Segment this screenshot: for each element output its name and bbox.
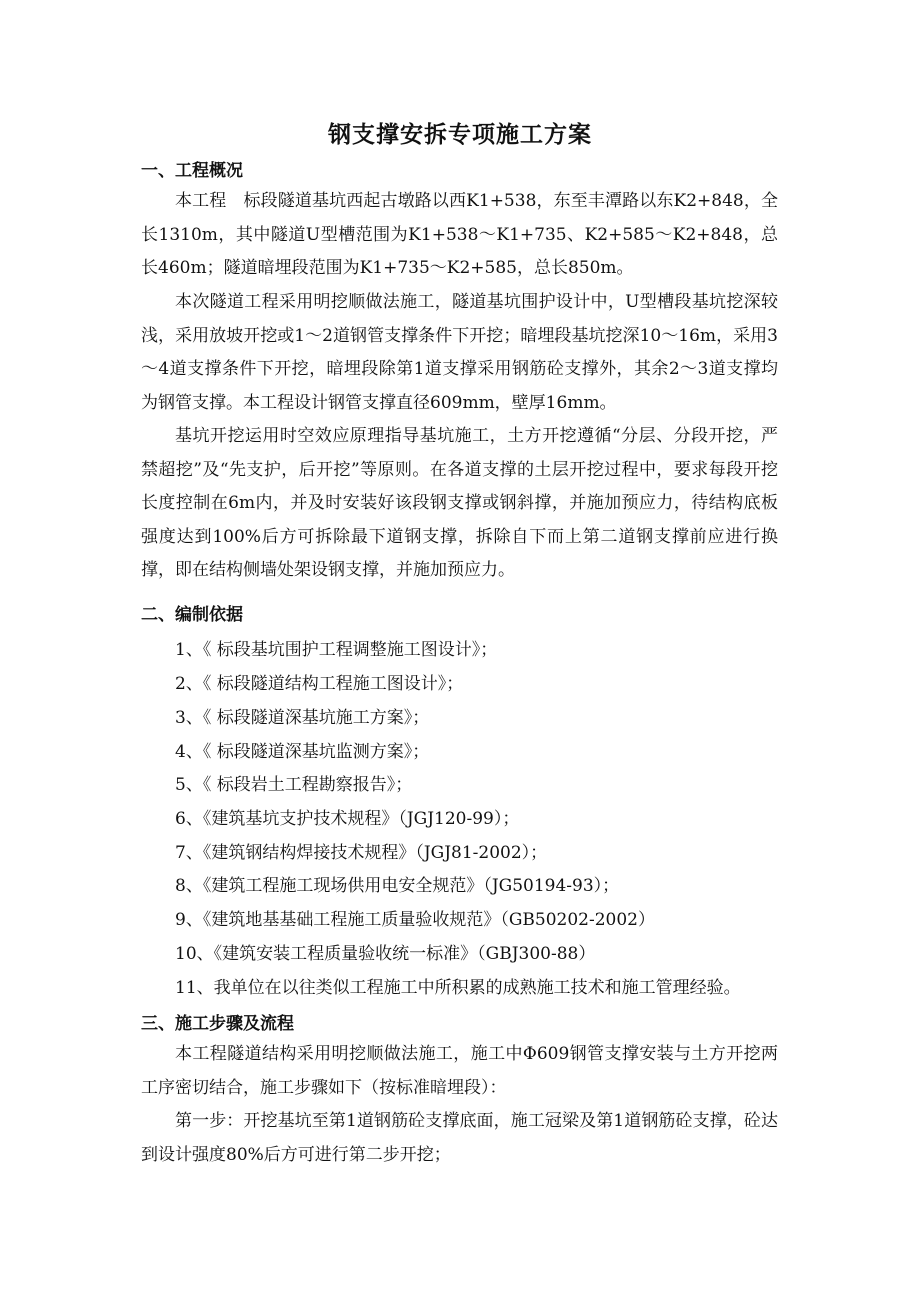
basis-item: 11、我单位在以往类似工程施工中所积累的成熟施工技术和施工管理经验。 [175,978,741,998]
basis-item: 1、《 标段基坑围护工程调整施工图设计》； [175,640,498,660]
section-heading-overview: 一、工程概况 [141,161,243,181]
basis-item: 3、《 标段隧道深基坑施工方案》； [175,708,430,728]
document-title: 钢支撑安拆专项施工方案 [328,121,592,148]
basis-item: 6、《建筑基坑支护技术规程》（JGJ120-99）； [175,809,520,829]
paragraph-overview-3: 基坑开挖运用时空效应原理指导基坑施工，土方开挖遵循“分层、分段开挖，严禁超挖”及“先支护，后开挖”等原则。在各道支撑的土层开挖过程中，要求每段开挖长度控制在6m内，并及时安装好该段钢支撑或钢斜撑，并施加预应力，待结构底板强度达到100%后方可拆除最下道钢支撑，拆除自下而上第二道钢支撑前应进行换撑，即在结构侧墙处架设钢支撑，并施加预应力。 [141,426,778,581]
paragraph-overview-1: 本工程 标段隧道基坑西起古墩路以西K1+538，东至丰潭路以东K2+848，全长1310m，其中隧道U型槽范围为K1+538～K1+735、K2+585～K2+848，总长460m；隧道暗埋段范围为K1+735～K2+585，总长850m。 [141,191,778,279]
basis-item: 8、《建筑工程施工现场供用电安全规范》（JG50194-93）； [175,876,620,896]
paragraph-steps-2: 第一步：开挖基坑至第1道钢筋砼支撑底面，施工冠梁及第1道钢筋砼支撑，砼达到设计强度80%后方可进行第二步开挖； [141,1111,778,1165]
section-heading-basis: 二、编制依据 [141,605,243,625]
paragraph-steps-1: 本工程隧道结构采用明挖顺做法施工，施工中Φ609钢管支撑安装与土方开挖两工序密切结合，施工步骤如下（按标准暗埋段）： [141,1044,778,1098]
section-heading-steps: 三、施工步骤及流程 [141,1014,294,1034]
basis-item: 10、《建筑安装工程质量验收统一标准》（GBJ300-88） [175,944,596,964]
basis-item: 4、《 标段隧道深基坑监测方案》； [175,742,430,762]
basis-item: 9、《建筑地基基础工程施工质量验收规范》（GB50202-2002） [175,910,655,930]
basis-item: 2、《 标段隧道结构工程施工图设计》； [175,674,464,694]
paragraph-overview-2: 本次隧道工程采用明挖顺做法施工，隧道基坑围护设计中，U型槽段基坑挖深较浅，采用放坡开挖或1～2道钢管支撑条件下开挖；暗埋段基坑挖深10～16m，采用3～4道支撑条件下开挖，暗埋段除第1道支撑采用钢筋砼支撑外，其余2～3道支撑均为钢管支撑。本工程设计钢管支撑直径609mm，壁厚16mm。 [141,292,778,413]
basis-item: 7、《建筑钢结构焊接技术规程》（JGJ81-2002）； [175,843,548,863]
basis-item: 5、《 标段岩土工程勘察报告》； [175,775,413,795]
